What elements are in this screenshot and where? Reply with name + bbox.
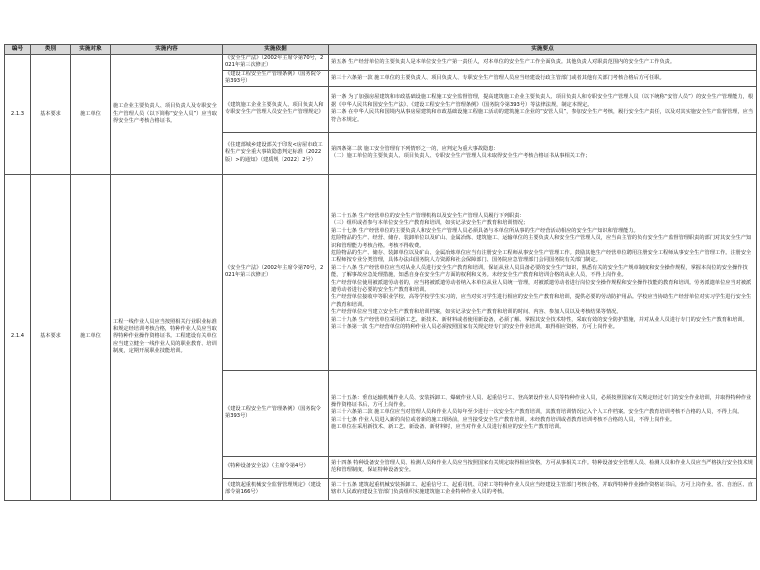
row-no: 2.1.3 — [5, 55, 31, 175]
row-content: 工程一线作业人员应当按照相关行业职业标准和规定经培训考核合格，特种作业人员应当取得特种作业操作资格证书。工程建设有关单位应当建立健全一线作业人员的职业教育、培训制度，定期开展职业技能培训。 — [111, 174, 223, 500]
row-basis: 《住建部城乡建设部关于印发<房屋市政工程生产安全重大事故隐患判定标准（2022版）>的通知》（建质规〔2022〕2号） — [223, 132, 329, 174]
point-text: 第二十七条 生产经营单位的主要负责人和安全生产管理人员必须具备与本单位所从事的生产经营活动相应的安全生产知识和管理能力。 — [331, 227, 639, 234]
table-row — [5, 174, 757, 370]
point-text: 第五条 生产经营单位的主要负责人是本单位安全生产第一责任人，对本单位的安全生产工作全面负责。其他负责人对职责范围内的安全生产工作负责。 — [331, 58, 676, 65]
row-points — [329, 86, 757, 132]
point-text: 第三十七条 作业人员进入新的岗位或者新的施工现场前，应当接受安全生产教育培训。未经教育培训或者教育培训考核不合格的人员，不得上岗作业。 — [331, 416, 676, 423]
row-basis: 《安全生产法》（2002年主席令第70号，2021年第三次修正） — [223, 55, 329, 71]
row-no: 2.1.4 — [5, 174, 31, 500]
row-content: 施工企业主要负责人、项目负责人及专职安全生产管理人员（以下简称“安全人员”）应当取得安全生产考核合格证书。 — [111, 55, 223, 175]
row-category: 基本要求 — [31, 174, 71, 500]
row-basis: 《建筑起重机械安全监督管理规定》（建设部令第166号） — [223, 478, 329, 500]
point-text: 第二十五条 建筑起重机械安装拆卸工、起重信号工、起重司机、司索工等特种作业人员应当经建设主管部门考核合格，并取得特种作业操作资格证书后，方可上岗作业。省、自治区、直辖市人民政府建设主管部门负责组织实施建筑施工企业特种作业人员的考核。 — [331, 481, 753, 496]
point-text: 第三十六条第二款 施工单位应当对管理人员和作业人员每年至少进行一次安全生产教育培训，其教育培训情况记入个人工作档案。安全生产教育培训考核不合格的人员，不得上岗。 — [331, 409, 743, 416]
header-points: 实施要点 — [329, 45, 757, 55]
row-points — [329, 456, 757, 478]
header-content: 实施内容 — [111, 45, 223, 55]
row-points — [329, 174, 757, 370]
row-basis: 《安全生产法》（2002年主席令第70号，2021年第三次修正） — [223, 174, 329, 370]
point-text: 施工单位在采用新技术、新工艺、新设备、新材料时，应当对作业人员进行相应的安全生产教育培训。 — [331, 424, 565, 431]
row-points — [329, 478, 757, 500]
regulation-table — [4, 44, 757, 501]
point-text: 第二条 在中华人民共和国境内从事房屋建筑和市政基础设施工程施工活动的建筑施工企业的“安管人员”，参加安全生产考核，履行安全生产责任，以及对其实施安全生产监督管理，应当符合本规定。 — [331, 109, 754, 123]
row-category: 基本要求 — [31, 55, 71, 175]
row-points — [329, 132, 757, 174]
row-basis: 《建设工程安全生产管理条例》（国务院令第393号） — [223, 370, 329, 456]
header-no: 编号 — [5, 45, 31, 55]
point-text: 第三十六条第一款 施工单位的主要负责人、项目负责人、专职安全生产管理人员应当经建设行政主管部门或者其他有关部门考核合格后方可任职。 — [331, 74, 665, 81]
point-text: 第二十五条：垂直运输机械作业人员、安装拆卸工、爆破作业人员、起重信号工、登高架设作业人员等特种作业人员，必须按照国家有关规定经过专门的安全作业培训，并取得特种作业操作资格证书后，方可上岗作业。 — [331, 394, 752, 409]
header-target: 实施对象 — [71, 45, 111, 55]
row-basis: 《建筑施工企业主要负责人、项目负责人和专职安全生产管理人员安全生产管理规定》 — [223, 86, 329, 132]
point-text: （三）组织或者参与本单位安全生产教育和培训，如实记录安全生产教育和培训情况； — [331, 220, 529, 227]
point-text: 生产经营单位使用被派遣劳动者的，应当将被派遣劳动者纳入本单位从业人员统一管理，对被派遣劳动者进行岗位安全操作规程和安全操作技能的教育和培训。劳务派遣单位应当对被派遣劳动者进行必要的安全生产教育和培训。 — [331, 279, 752, 293]
point-text: 第二十五条 生产经营单位的安全生产管理机构以及安全生产管理人员履行下列职责： — [331, 212, 525, 219]
point-text: 第四条第二款 施工安全管理有下列情形之一的，应判定为重大事故隐患： — [331, 145, 499, 152]
point-text: 危险物品的生产、经营、储存、装卸单位以及矿山、金属冶炼、建筑施工、运输单位的主要负责人和安全生产管理人员，应当由主管的负有安全生产监督管理职责的部门对其安全生产知识和管理能力考核合格。考核不得收费。 — [331, 235, 752, 249]
point-text: （二）施工单位的主要负责人、项目负责人、专职安全生产管理人员未取得安全生产考核合格证书从事相关工作； — [331, 153, 591, 160]
point-text: 第十四条 特种设备安全管理人员、检测人员和作业人员应当按照国家有关规定取得相应资格，方可从事相关工作。特种设备安全管理人员、检测人员和作业人员应当严格执行安全技术规范和管理制度，保证特种设备安全。 — [331, 459, 753, 474]
point-text: 第二十九条 生产经营单位采用新工艺、新技术、新材料或者使用新设备，必须了解、掌握其安全技术特性，采取有效的安全防护措施，并对从业人员进行专门的安全生产教育和培训。 — [331, 316, 748, 323]
row-basis: 《特种设备安全法》（主席令第4号） — [223, 456, 329, 478]
point-text: 第三十条第一款 生产经营单位的特种作业人员必须按照国家有关规定经专门的安全作业培训，取得相应资格，方可上岗作业。 — [331, 323, 618, 330]
row-basis: 《建设工程安全生产管理条例》（国务院令第393号） — [223, 70, 329, 86]
point-text: 第一条 为了加强房屋建筑和市政基础设施工程施工安全监督管理，提高建筑施工企业主要负责人、项目负责人和专职安全生产管理人员（以下统称“安管人员”）的安全生产管理能力，根据《中华人民共和国安全生产法》、《建设工程安全生产管理条例》（国务院令第393号）等法律法规，制定本规定。 — [331, 94, 754, 108]
header-category: 类别 — [31, 45, 71, 55]
header-basis: 实施依据 — [223, 45, 329, 55]
row-points — [329, 370, 757, 456]
point-text: 危险物品的生产、储存、装卸单位以及矿山、金属冶炼单位应当有注册安全工程师从事安全生产管理工作。鼓励其他生产经营单位聘用注册安全工程师从事安全生产管理工作。注册安全工程师按专业分类管理，具体办法由国务院人力资源和社会保障部门、国务院应急管理部门会同国务院有关部门制定。 — [331, 249, 752, 264]
table-row — [5, 55, 757, 71]
row-points — [329, 55, 757, 71]
row-points — [329, 70, 757, 86]
table-header-row — [5, 45, 757, 55]
point-text: 第二十八条 生产经营单位应当对从业人员进行安全生产教育和培训，保证从业人员具备必要的安全生产知识，熟悉有关的安全生产规章制度和安全操作规程，掌握本岗位的安全操作技能，了解事故应急处理措施，知悉自身在安全生产方面的权利和义务。未经安全生产教育和培训合格的从业人员，不得上岗作业。 — [331, 264, 748, 279]
row-target: 施工单位 — [71, 174, 111, 500]
point-text: 生产经营单位接收中等职业学校、高等学校学生实习的，应当对实习学生进行相应的安全生产教育和培训，提供必要的劳动防护用品。学校应当协助生产经营单位对实习学生进行安全生产教育和培训。 — [331, 294, 752, 308]
row-target: 施工单位 — [71, 55, 111, 175]
point-text: 生产经营单位应当建立安全生产教育和培训档案，如实记录安全生产教育和培训的时间、内容、参加人员以及考核结果等情况。 — [331, 309, 622, 316]
